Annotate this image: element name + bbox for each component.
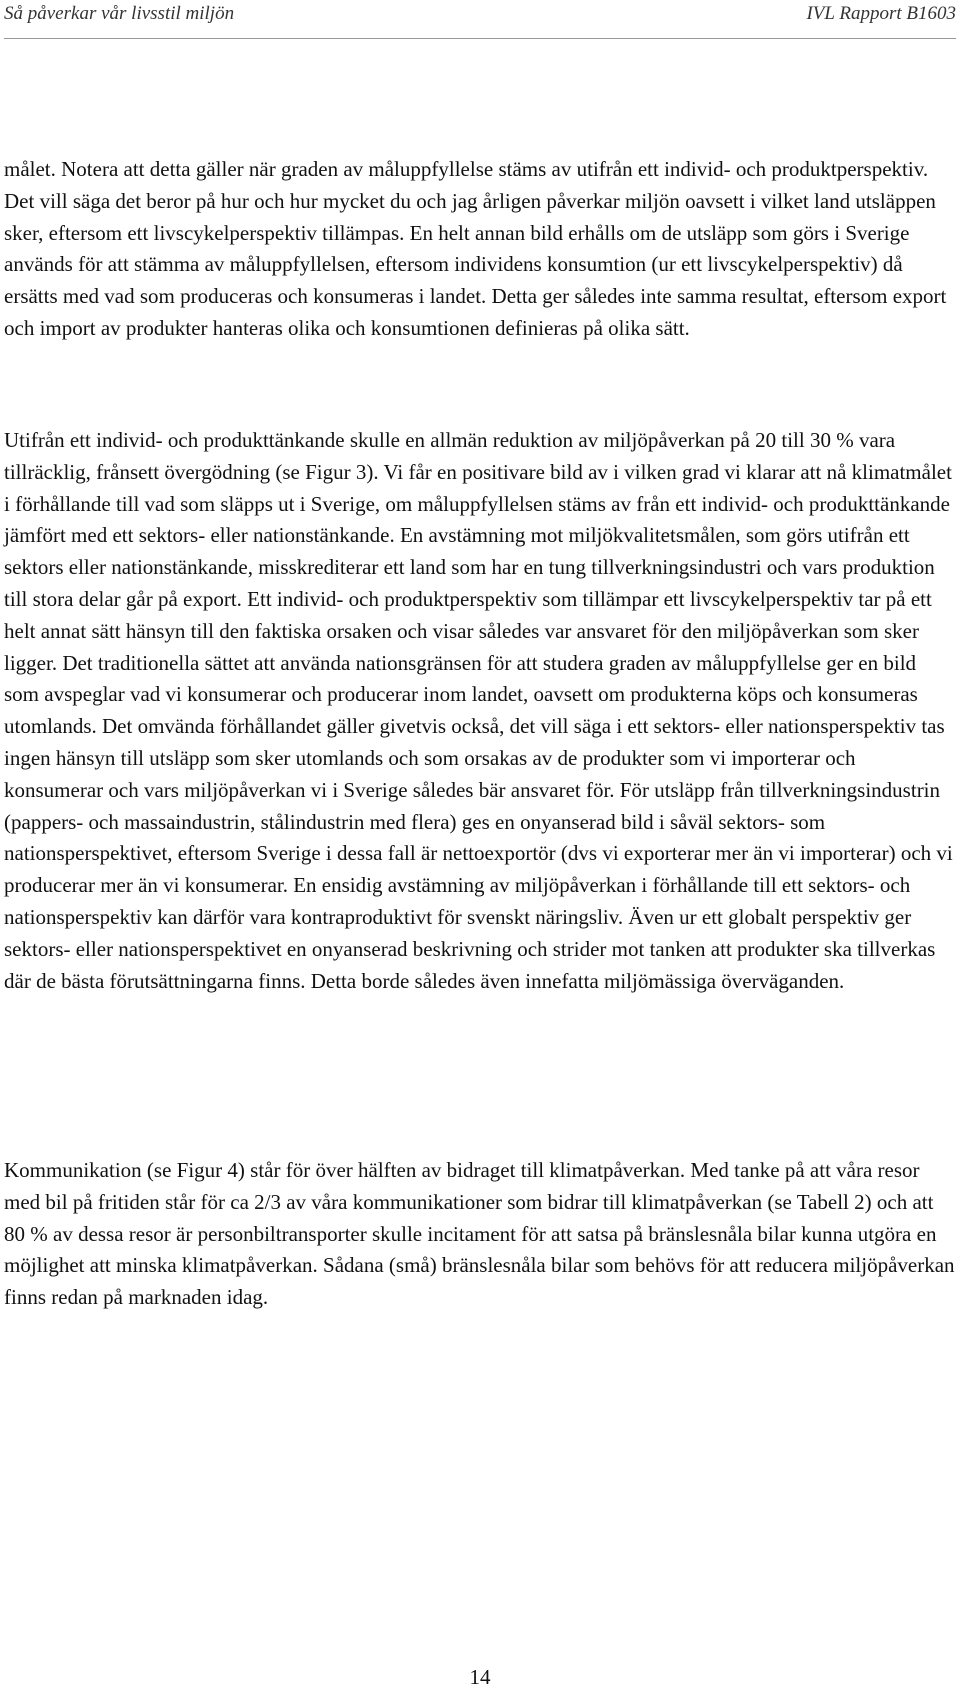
paragraph-1: målet. Notera att detta gäller när graden av måluppfyllelse stäms av utifrån ett individ- och produktperspektiv. Det vill säga det beror på hur och hur mycket du och jag årligen påverkar miljön oavsett i vilket land utsläppen sker, eftersom ett livscykelperspektiv tillämpas. En helt annan bild erhålls om de utsläpp som görs i Sverige används för att stämma av måluppfyllelsen, eftersom individens konsumtion (ur ett livscykelperspektiv) då ersätts med vad som produceras och konsumeras i landet. Detta ger således inte samma resultat, eftersom export och import av produkter hanteras olika och konsumtionen definieras på olika sätt.	[4, 157, 947, 340]
header-divider	[4, 38, 956, 39]
header-report-id: IVL Rapport B1603	[806, 3, 956, 24]
paragraph-2: Utifrån ett individ- och produkttänkande skulle en allmän reduktion av miljöpåverkan på 20 till 30 % vara tillräcklig, frånsett övergödning (se Figur 3). Vi får en positivare bild av i vilken grad vi klarar att nå klimatmålet i förhållande till vad som släpps ut i Sverige, om måluppfyllelsen stäms av från ett individ- och produkttänkande jämfört med ett sektors- eller nationstänkande. En avstämning mot miljökvalitetsmålen, som görs utifrån ett sektors eller nationstänkande, misskrediterar ett land som har en tung tillverkningsindustri och vars produktion till stora delar går på export. Ett individ- och produktperspektiv som tillämpar ett livscykelperspektiv tar på ett helt annat sätt hänsyn till den faktiska orsaken och visar således var ansvaret för den miljöpåverkan som sker ligger. Det traditionella sättet att använda nationsgränsen för att studera graden av måluppfyllelse ger en bild som avspeglar vad vi konsumerar och producerar inom landet, oavsett om produkterna köps och konsumeras utomlands. Det omvända förhållandet gäller givetvis också, det vill säga i ett sektors- eller nationsperspektiv tas ingen hänsyn till utsläpp som sker utomlands och som orsakas av de produkter som vi importerar och konsumerar och vars miljöpåverkan vi i Sverige således bär ansvaret för. För utsläpp från tillverkningsindustrin (pappers- och massaindustrin, stålindustrin med flera) ges en onyanserad bild i såväl sektors- som nationsperspektivet, eftersom Sverige i dessa fall är nettoexportör (dvs vi exporterar mer än vi importerar) och vi producerar mer än vi konsumerar. En ensidig avstämning av miljöpåverkan i förhållande till ett sektors- och nationsperspektiv kan därför vara kontraproduktivt för svenskt näringsliv. Även ur ett globalt perspektiv ger sektors- eller nationsperspektivet en onyanserad beskrivning och strider mot tanken att produkter ska tillverkas där de bästa förutsättningarna finns. Detta borde således även innefatta miljömässiga överväganden.	[4, 428, 953, 993]
page-number: 14	[469, 1665, 491, 1689]
header-left-title: Så påverkar vår livsstil miljön	[4, 3, 235, 24]
paragraph-3: Kommunikation (se Figur 4) står för över hälften av bidraget till klimatpåverkan. Med tanke på att våra resor med bil på fritiden står för ca 2/3 av våra kommunikationer som bidrar till klimatpåverkan (se Tabell 2) och att 80 % av dessa resor är personbiltransporter skulle incitament för att satsa på bränslesnåla bilar kunna utgöra en möjlighet att minska klimatpåverkan. Sådana (små) bränslesnåla bilar som behövs för att reducera miljöpåverkan finns redan på marknaden idag.	[4, 1158, 955, 1310]
